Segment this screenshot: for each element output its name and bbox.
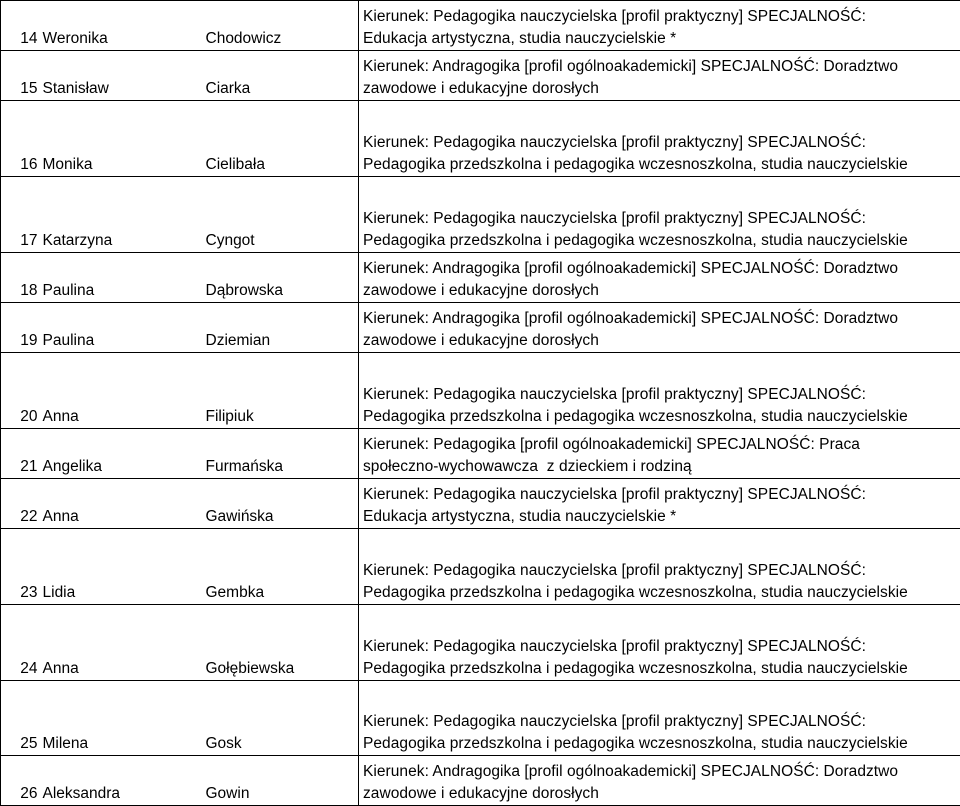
program-cell bbox=[359, 353, 960, 429]
row-number: 26 bbox=[1, 756, 40, 806]
program-line-2: Edukacja artystyczna, studia nauczycielskie * bbox=[363, 28, 958, 50]
row-number: 16 bbox=[1, 101, 40, 177]
program-line-1: Kierunek: Pedagogika [profil ogólnoakademicki] SPECJALNOŚĆ: Praca bbox=[363, 434, 958, 456]
program-line-1: Kierunek: Pedagogika nauczycielska [profil praktyczny] SPECJALNOŚĆ: bbox=[363, 484, 958, 506]
row-number: 21 bbox=[1, 429, 40, 479]
last-name: Gawińska bbox=[203, 479, 359, 529]
first-name: Milena bbox=[40, 681, 203, 756]
program-line-2: Pedagogika przedszkolna i pedagogika wczesnoszkolna, studia nauczycielskie bbox=[363, 582, 958, 604]
last-name: Furmańska bbox=[203, 429, 359, 479]
program-line-2: zawodowe i edukacyjne dorosłych bbox=[363, 783, 958, 805]
row-number: 25 bbox=[1, 681, 40, 756]
program-cell bbox=[359, 605, 960, 681]
first-name: Paulina bbox=[40, 253, 203, 303]
program-line-2: społeczno-wychowawcza z dzieckiem i rodziną bbox=[363, 456, 958, 478]
last-name: Chodowicz bbox=[203, 1, 359, 51]
first-name: Paulina bbox=[40, 303, 203, 353]
first-name: Lidia bbox=[40, 529, 203, 605]
last-name: Gembka bbox=[203, 529, 359, 605]
students-table-body bbox=[1, 1, 960, 806]
program-line-2: Edukacja artystyczna, studia nauczycielskie * bbox=[363, 506, 958, 528]
last-name: Filipiuk bbox=[203, 353, 359, 429]
program-cell bbox=[359, 177, 960, 253]
program-cell bbox=[359, 479, 960, 529]
row-number: 15 bbox=[1, 51, 40, 101]
program-line-1: Kierunek: Pedagogika nauczycielska [profil praktyczny] SPECJALNOŚĆ: bbox=[363, 711, 958, 733]
first-name: Weronika bbox=[40, 1, 203, 51]
program-cell bbox=[359, 1, 960, 51]
table-row bbox=[1, 1, 960, 51]
program-line-1: Kierunek: Andragogika [profil ogólnoakademicki] SPECJALNOŚĆ: Doradztwo bbox=[363, 258, 958, 280]
program-line-2: Pedagogika przedszkolna i pedagogika wczesnoszkolna, studia nauczycielskie bbox=[363, 230, 958, 252]
first-name: Anna bbox=[40, 605, 203, 681]
first-name: Stanisław bbox=[40, 51, 203, 101]
row-number: 19 bbox=[1, 303, 40, 353]
program-line-1: Kierunek: Pedagogika nauczycielska [profil praktyczny] SPECJALNOŚĆ: bbox=[363, 384, 958, 406]
program-line-2: Pedagogika przedszkolna i pedagogika wczesnoszkolna, studia nauczycielskie bbox=[363, 658, 958, 680]
program-cell bbox=[359, 429, 960, 479]
table-row bbox=[1, 353, 960, 429]
table-row bbox=[1, 479, 960, 529]
table-row bbox=[1, 303, 960, 353]
program-cell bbox=[359, 756, 960, 806]
first-name: Anna bbox=[40, 353, 203, 429]
program-cell bbox=[359, 303, 960, 353]
row-number: 23 bbox=[1, 529, 40, 605]
program-line-1: Kierunek: Andragogika [profil ogólnoakademicki] SPECJALNOŚĆ: Doradztwo bbox=[363, 308, 958, 330]
row-number: 14 bbox=[1, 1, 40, 51]
program-cell bbox=[359, 253, 960, 303]
first-name: Anna bbox=[40, 479, 203, 529]
last-name: Dziemian bbox=[203, 303, 359, 353]
table-row bbox=[1, 253, 960, 303]
row-number: 22 bbox=[1, 479, 40, 529]
table-row bbox=[1, 101, 960, 177]
row-number: 17 bbox=[1, 177, 40, 253]
last-name: Ciarka bbox=[203, 51, 359, 101]
program-line-2: zawodowe i edukacyjne dorosłych bbox=[363, 78, 958, 100]
table-row bbox=[1, 429, 960, 479]
table-row bbox=[1, 51, 960, 101]
table-row bbox=[1, 605, 960, 681]
row-number: 20 bbox=[1, 353, 40, 429]
program-cell bbox=[359, 681, 960, 756]
program-line-2: Pedagogika przedszkolna i pedagogika wczesnoszkolna, studia nauczycielskie bbox=[363, 406, 958, 428]
row-number: 18 bbox=[1, 253, 40, 303]
program-line-1: Kierunek: Pedagogika nauczycielska [profil praktyczny] SPECJALNOŚĆ: bbox=[363, 6, 958, 28]
program-cell bbox=[359, 51, 960, 101]
program-line-1: Kierunek: Pedagogika nauczycielska [profil praktyczny] SPECJALNOŚĆ: bbox=[363, 208, 958, 230]
first-name: Monika bbox=[40, 101, 203, 177]
program-line-1: Kierunek: Pedagogika nauczycielska [profil praktyczny] SPECJALNOŚĆ: bbox=[363, 132, 958, 154]
last-name: Dąbrowska bbox=[203, 253, 359, 303]
first-name: Aleksandra bbox=[40, 756, 203, 806]
program-line-2: zawodowe i edukacyjne dorosłych bbox=[363, 280, 958, 302]
program-line-1: Kierunek: Andragogika [profil ogólnoakademicki] SPECJALNOŚĆ: Doradztwo bbox=[363, 761, 958, 783]
table-row bbox=[1, 177, 960, 253]
last-name: Gowin bbox=[203, 756, 359, 806]
last-name: Gosk bbox=[203, 681, 359, 756]
program-line-1: Kierunek: Andragogika [profil ogólnoakademicki] SPECJALNOŚĆ: Doradztwo bbox=[363, 56, 958, 78]
program-cell bbox=[359, 101, 960, 177]
table-row bbox=[1, 681, 960, 756]
program-line-2: Pedagogika przedszkolna i pedagogika wczesnoszkolna, studia nauczycielskie bbox=[363, 154, 958, 176]
program-line-1: Kierunek: Pedagogika nauczycielska [profil praktyczny] SPECJALNOŚĆ: bbox=[363, 636, 958, 658]
program-cell bbox=[359, 529, 960, 605]
first-name: Katarzyna bbox=[40, 177, 203, 253]
last-name: Cielibała bbox=[203, 101, 359, 177]
program-line-2: Pedagogika przedszkolna i pedagogika wczesnoszkolna, studia nauczycielskie bbox=[363, 733, 958, 755]
table-row bbox=[1, 756, 960, 806]
program-line-1: Kierunek: Pedagogika nauczycielska [profil praktyczny] SPECJALNOŚĆ: bbox=[363, 560, 958, 582]
table-row bbox=[1, 529, 960, 605]
last-name: Gołębiewska bbox=[203, 605, 359, 681]
last-name: Cyngot bbox=[203, 177, 359, 253]
first-name: Angelika bbox=[40, 429, 203, 479]
program-line-2: zawodowe i edukacyjne dorosłych bbox=[363, 330, 958, 352]
row-number: 24 bbox=[1, 605, 40, 681]
